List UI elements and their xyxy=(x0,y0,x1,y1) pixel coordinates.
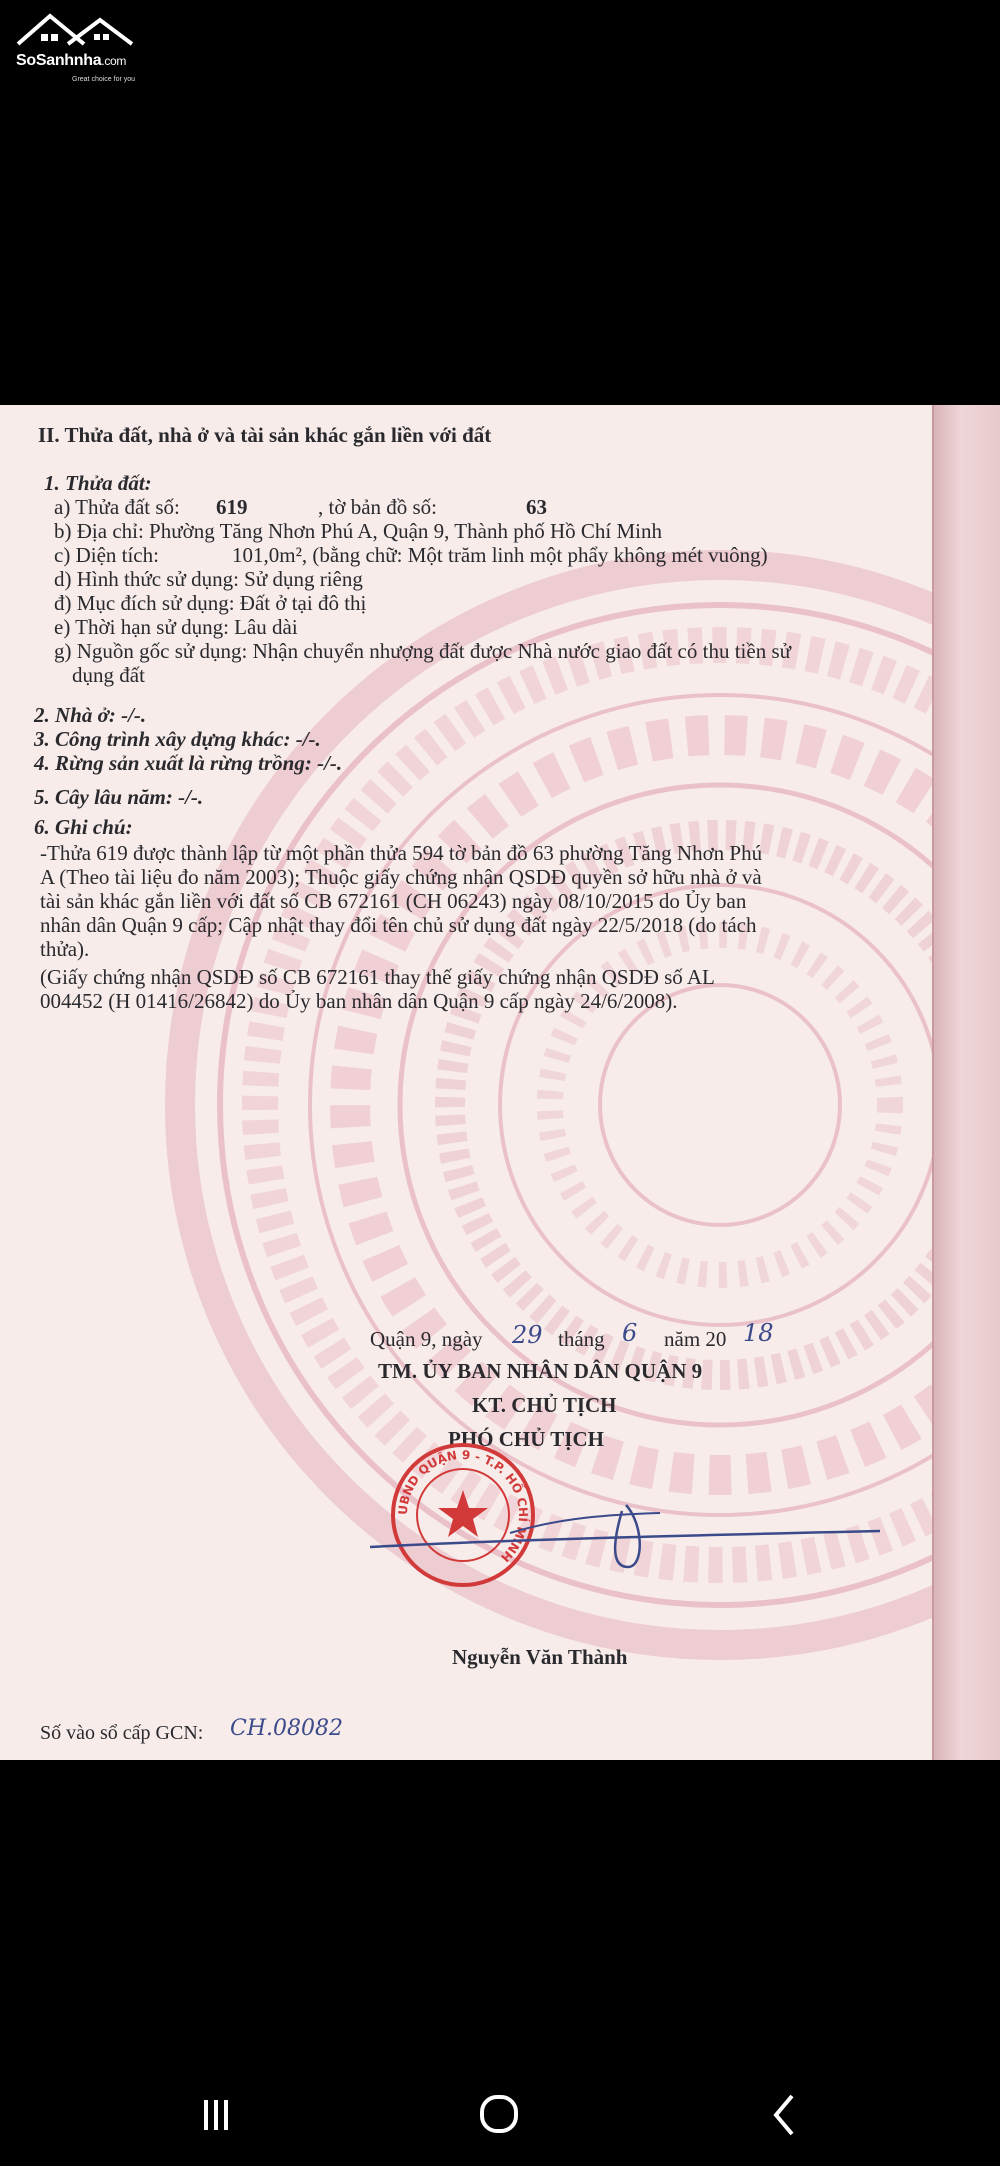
issuing-authority: TM. ỦY BAN NHÂN DÂN QUẬN 9 xyxy=(378,1359,703,1383)
recent-apps-button[interactable] xyxy=(170,2090,230,2140)
map-number: 63 xyxy=(526,495,547,519)
area-label: c) Diện tích: xyxy=(54,543,159,567)
perennial-line: 5. Cây lâu năm: -/-. xyxy=(34,785,204,809)
usage-form: d) Hình thức sử dụng: Sử dụng riêng xyxy=(54,567,363,591)
usage-origin-cont: dụng đất xyxy=(72,663,145,687)
home-icon xyxy=(470,2090,530,2140)
parcel-label: a) Thửa đất số: xyxy=(54,495,180,519)
section-title: II. Thửa đất, nhà ở và tài sản khác gắn liền với đất xyxy=(38,423,492,447)
date-day: 29 xyxy=(512,1321,543,1349)
register-label: Số vào sổ cấp GCN: xyxy=(40,1722,204,1744)
logo-brand xyxy=(16,52,166,70)
deputy-title: KT. CHỦ TỊCH xyxy=(472,1393,617,1417)
logo-domain: .com xyxy=(101,54,127,68)
date-place: Quận 9, ngày xyxy=(370,1327,483,1351)
forest-line: 4. Rừng sản xuất là rừng trồng: -/-. xyxy=(34,751,343,775)
parcel-number: 619 xyxy=(216,495,248,519)
note-line: (Giấy chứng nhận QSDĐ số CB 672161 thay thế giấy chứng nhận QSDĐ số AL xyxy=(40,965,715,989)
construction-line: 3. Công trình xây dựng khác: -/-. xyxy=(34,727,321,751)
note-line: 004452 (H 01416/26842) do Ủy ban nhân dân Quận 9 cấp ngày 24/6/2008). xyxy=(40,989,678,1013)
signer-name: Nguyễn Văn Thành xyxy=(452,1645,628,1669)
house-roof-icon xyxy=(14,6,164,56)
register-number: CH.08082 xyxy=(230,1716,343,1741)
note-line: thửa). xyxy=(40,937,90,961)
signature xyxy=(360,1475,920,1585)
date-month-label: tháng xyxy=(558,1327,605,1351)
note-line: tài sản khác gắn liền với đất số CB 672161 (CH 06243) ngày 08/10/2015 do Ủy ban xyxy=(40,889,747,913)
address: b) Địa chỉ: Phường Tăng Nhơn Phú A, Quận 9, Thành phố Hồ Chí Minh xyxy=(54,519,662,543)
home-button[interactable] xyxy=(470,2090,530,2140)
note-line: nhân dân Quận 9 cấp; Cập nhật thay đổi tên chủ sử dụng đất ngày 22/5/2018 (do tách xyxy=(40,913,757,937)
usage-origin: g) Nguồn gốc sử dụng: Nhận chuyển nhượng đất được Nhà nước giao đất có thu tiền sử xyxy=(54,639,791,663)
land-heading: 1. Thửa đất: xyxy=(44,471,152,495)
date-year: 18 xyxy=(743,1319,774,1347)
system-navigation-bar xyxy=(0,2060,1000,2166)
back-button[interactable] xyxy=(758,2090,818,2140)
notes-heading: 6. Ghi chú: xyxy=(34,815,133,839)
map-label: , tờ bản đồ số: xyxy=(318,495,438,519)
recent-apps-icon xyxy=(170,2090,230,2140)
seal-text: UBND QUẬN 9 - T.P. HỒ CHÍ MINH xyxy=(395,1447,531,1565)
house-line: 2. Nhà ở: -/-. xyxy=(34,703,147,727)
sosanhnha-logo xyxy=(14,6,164,84)
date-year-label: năm 20 xyxy=(664,1327,727,1351)
adjacent-page-edge xyxy=(932,405,1000,1760)
usage-purpose: đ) Mục đích sử dụng: Đất ở tại đô thị xyxy=(54,591,367,615)
logo-tagline: Great choice for you xyxy=(72,76,136,83)
vice-chair-title: PHÓ CHỦ TỊCH xyxy=(448,1427,604,1451)
usage-term: e) Thời hạn sử dụng: Lâu dài xyxy=(54,615,298,639)
logo-brand-name: SoSanhnha xyxy=(16,52,102,69)
area-value: 101,0m², (bằng chữ: Một trăm linh một phẩy không mét vuông) xyxy=(232,543,768,567)
date-month: 6 xyxy=(622,1319,638,1347)
note-line: A (Theo tài liệu đo năm 2003); Thuộc giấy chứng nhận QSDĐ quyền sở hữu nhà ở và xyxy=(40,865,762,889)
back-icon xyxy=(758,2090,818,2140)
note-line: -Thửa 619 được thành lập từ một phần thửa 594 tờ bản đồ 63 phường Tăng Nhơn Phú xyxy=(40,841,763,865)
land-certificate-page xyxy=(0,405,1000,1760)
